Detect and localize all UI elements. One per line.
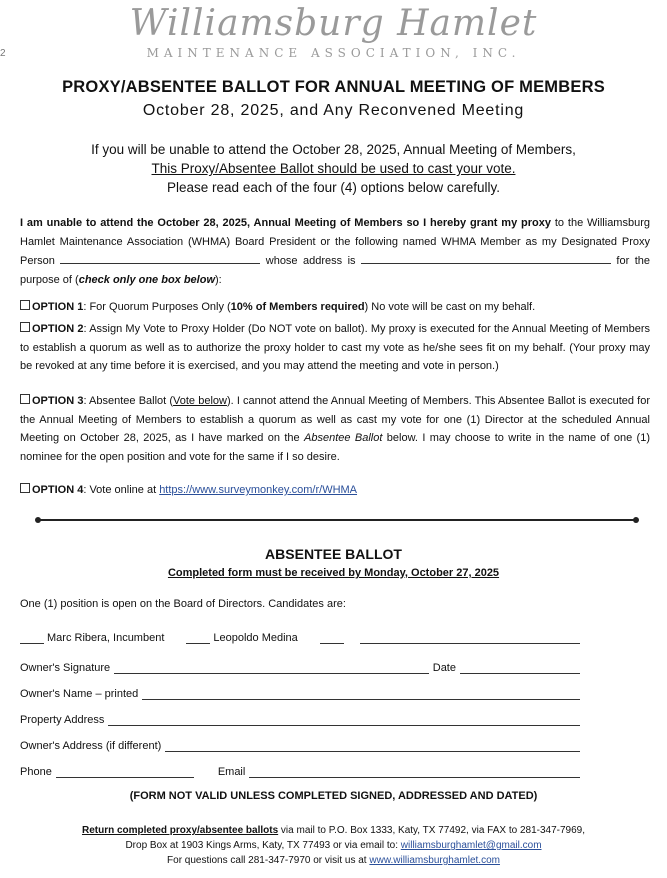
footer-website-link[interactable]: www.williamsburghamlet.com (369, 855, 500, 866)
candidate-2-name: Leopoldo Medina (213, 632, 298, 644)
footer-return-text: via mail to P.O. Box 1333, Katy, TX 77492, via FAX to 281-347-7969, (278, 825, 586, 836)
page-edge-mark: 2 (0, 48, 6, 59)
association-logo (0, 4, 667, 60)
option-4-checkbox[interactable] (20, 483, 30, 493)
option-4-text: : Vote online at (83, 484, 160, 496)
option-3-checkbox[interactable] (20, 394, 30, 404)
option-1-text-end: ) No vote will be cast on my behalf. (364, 301, 536, 313)
grant-bold-text: I am unable to attend the October 28, 2025, Annual Meeting of Members so I hereby grant my proxy (20, 217, 552, 229)
option-3-ballot-ref: Absentee Ballot (304, 432, 383, 444)
option-2 (20, 320, 650, 376)
option-1-label: OPTION 1 (32, 301, 84, 313)
name-row (20, 688, 580, 700)
candidate-1-name: Marc Ribera, Incumbent (47, 632, 165, 644)
option-3-text: : Absentee Ballot ( (83, 395, 174, 407)
option-1-bold: 10% of Members required (230, 301, 365, 313)
name-printed-field[interactable] (142, 688, 580, 700)
option-2-label: OPTION 2 (32, 323, 84, 335)
footer-email-link[interactable]: williamsburghamlet@gmail.com (400, 840, 542, 851)
proxy-grant-paragraph (20, 214, 650, 290)
section-divider (37, 519, 637, 521)
signature-field[interactable] (114, 662, 429, 674)
logo-subtitle: MAINTENANCE ASSOCIATION, INC. (146, 46, 521, 60)
candidates-intro: One (1) position is open on the Board of Directors. Candidates are: (20, 598, 346, 610)
proxy-address-field[interactable] (361, 253, 611, 264)
footer-return-bold: Return completed proxy/absentee ballots (81, 825, 279, 836)
footer-questions-text: For questions call 281-347-7970 or visit us at (167, 855, 370, 866)
property-address-row (20, 714, 580, 726)
candidate-1-mark[interactable] (20, 632, 44, 644)
document-title: PROXY/ABSENTEE BALLOT FOR ANNUAL MEETING OF MEMBERS (62, 78, 605, 96)
logo-brand: Williamsburg Hamlet (129, 3, 538, 44)
intro-text (20, 140, 647, 197)
document-subtitle: October 28, 2025, and Any Reconvened Meeting (142, 102, 525, 119)
intro-line-1: If you will be unable to attend the October 28, 2025, Annual Meeting of Members, (91, 142, 576, 157)
proxy-person-field[interactable] (60, 253, 260, 264)
option-3-text-end: below. I may choose to write in the name of one (1) nominee for the open position and vote for the same if I so desire. (20, 432, 651, 463)
option-1 (20, 298, 650, 317)
ballot-deadline: Completed form must be received by Monday, October 27, 2025 (167, 567, 500, 579)
footer-dropbox-text: Drop Box at 1903 Kings Arms, Katy, TX 77493 or via email to: (125, 840, 401, 851)
owner-address-row (20, 740, 580, 752)
option-3-text-mid: ). I cannot attend the Annual Meeting of Members. This Absentee Ballot is executed for the Annual Meeting of Members to establish a quorum as well as cast my vote for one (1) Director at the scheduled Annual Meeting on October 28, 2025, as I have marked on the (20, 395, 651, 444)
contact-row (20, 766, 580, 778)
option-2-text: : Assign My Vote to Proxy Holder (Do NOT vote on ballot). My proxy is executed for the Annual Meeting of Members to establish a quorum as well as to authorize the proxy holder to cast my vote as he/she sees fit on my behalf. (Your proxy may be revoked at any time before it is exercised, and you may attend the meeting and vote in person.) (20, 323, 650, 372)
signature-row (20, 662, 580, 674)
grant-purpose-text: for the purpose of ( (20, 255, 651, 286)
footer-questions-line (0, 853, 667, 868)
date-field[interactable] (460, 662, 580, 674)
option-4-label: OPTION 4 (32, 484, 84, 496)
intro-line-2: This Proxy/Absentee Ballot should be used to cast your vote. (151, 161, 516, 176)
name-printed-label: Owner's Name – printed (20, 688, 139, 700)
form-validity-note: (FORM NOT VALID UNLESS COMPLETED SIGNED, ADDRESSED AND DATED) (129, 790, 538, 802)
property-address-field[interactable] (108, 714, 580, 726)
write-in-name-field[interactable] (360, 632, 580, 644)
owner-address-field[interactable] (165, 740, 580, 752)
signature-label: Owner's Signature (20, 662, 111, 674)
footer-dropbox-line (0, 838, 667, 853)
grant-purpose-instruction: check only one box below (78, 274, 216, 286)
absentee-ballot-title: ABSENTEE BALLOT (265, 546, 402, 562)
owner-address-label: Owner's Address (if different) (20, 740, 162, 752)
candidate-2-mark[interactable] (186, 632, 210, 644)
write-in-mark[interactable] (320, 632, 344, 644)
option-1-checkbox[interactable] (20, 300, 30, 310)
survey-link[interactable]: https://www.surveymonkey.com/r/WHMA (159, 484, 358, 496)
property-address-label: Property Address (20, 714, 105, 726)
option-1-text: : For Quorum Purposes Only ( (83, 301, 231, 313)
divider-dot-left (35, 517, 41, 523)
candidate-row (20, 632, 580, 644)
option-3-vote-below: Vote below (173, 395, 227, 407)
footer-return-line (0, 823, 667, 838)
divider-dot-right (633, 517, 639, 523)
phone-field[interactable] (56, 766, 194, 778)
grant-text: to the Williamsburg Hamlet Maintenance Association (WHMA) Board President or the following named WHMA Member as my Designated Proxy Person (20, 217, 650, 267)
phone-label: Phone (20, 766, 52, 778)
grant-whose-text: whose address is (260, 255, 356, 267)
intro-line-3: Please read each of the four (4) options below carefully. (167, 180, 500, 195)
option-2-checkbox[interactable] (20, 322, 30, 332)
option-3 (20, 392, 650, 466)
option-4 (20, 481, 650, 500)
email-field[interactable] (249, 766, 580, 778)
grant-purpose-end: ): (215, 274, 222, 286)
option-3-label: OPTION 3 (32, 395, 84, 407)
email-label: Email (217, 766, 246, 778)
date-label: Date (432, 662, 456, 674)
